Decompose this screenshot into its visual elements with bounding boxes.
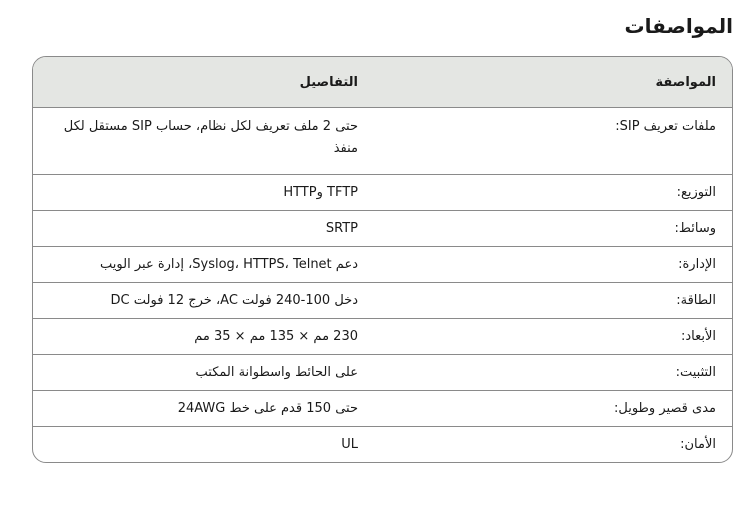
spec-cell-safety: الأمان: bbox=[680, 436, 716, 452]
specifications-table bbox=[33, 57, 732, 462]
table-row bbox=[33, 427, 732, 463]
column-header-spec: المواصفة bbox=[372, 57, 732, 108]
specifications-table-container bbox=[32, 56, 733, 463]
spec-cell-provisioning: التوزيع: bbox=[372, 175, 732, 211]
detail-cell-power: دخل 100-240 فولت AC، خرج 12 فولت DC bbox=[33, 283, 372, 319]
spec-cell-media: وسائط: bbox=[372, 211, 732, 247]
table-row bbox=[33, 319, 732, 355]
table-row bbox=[33, 391, 732, 427]
spec-cell-sip-profiles: ملفات تعريف SIP: bbox=[372, 108, 732, 175]
table-row bbox=[33, 211, 732, 247]
detail-cell-provisioning: TFTP وHTTP bbox=[33, 175, 372, 211]
detail-cell-management: دعم Syslog، HTTPS، Telnet، إدارة عبر الويب bbox=[33, 247, 372, 283]
detail-cell-dimensions: 230 مم × 135 مم × 35 مم bbox=[33, 319, 372, 355]
table-row bbox=[33, 175, 732, 211]
table-header bbox=[33, 57, 732, 108]
spec-cell-dimensions: الأبعاد: bbox=[372, 319, 732, 355]
detail-cell-mounting: على الحائط واسطوانة المكتب bbox=[33, 355, 372, 391]
detail-cell-media: SRTP bbox=[33, 211, 372, 247]
table-header-row bbox=[33, 57, 732, 108]
spec-cell-mounting: التثبيت: bbox=[372, 355, 732, 391]
table-row bbox=[33, 247, 732, 283]
spec-cell-loop-range: مدى قصير وطويل: bbox=[372, 391, 732, 427]
table-row bbox=[33, 355, 732, 391]
table-body bbox=[33, 108, 732, 463]
detail-cell-safety: UL bbox=[341, 436, 358, 452]
detail-cell-loop-range: حتى 150 قدم على خط 24AWG bbox=[33, 391, 372, 427]
column-header-detail: التفاصيل bbox=[33, 57, 372, 108]
table-row bbox=[33, 283, 732, 319]
detail-cell-sip-profiles: حتى 2 ملف تعريف لكل نظام، حساب SIP مستقل لكل منفذ bbox=[33, 108, 372, 175]
spec-cell-management: الإدارة: bbox=[372, 247, 732, 283]
spec-cell-power: الطاقة: bbox=[372, 283, 732, 319]
page-title: المواصفات bbox=[624, 14, 733, 38]
table-row bbox=[33, 108, 732, 175]
